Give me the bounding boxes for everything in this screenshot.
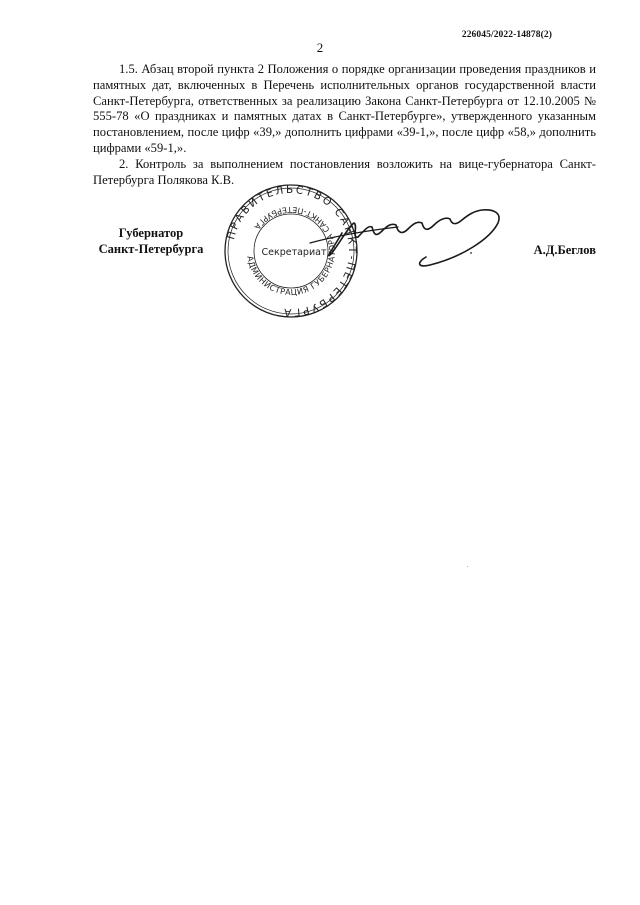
ink-speck (470, 252, 472, 254)
seal-inner-text: АДМИНИСТРАЦИЯ ГУБЕРНАТОРА САНКТ-ПЕТЕРБУРГА (245, 204, 338, 298)
handwritten-signature (302, 195, 512, 275)
paragraph-2: 2. Контроль за выполнением постановления возложить на вице-губернатора Санкт-Петербурга Полякова К.В. (93, 156, 596, 187)
seal-center-text: Секретариат (261, 247, 327, 258)
paragraph-1-5: 1.5. Абзац второй пункта 2 Положения о порядке организации проведения праздников и памятных дат, включенных в Перечень исполнительных органов государственной власти Санкт-Петербурга, ответственных за реализацию Закона Санкт-Петербурга от 12.10.2005 № 555-78 «О праздниках и памятных датах в Санкт-Петербурге», утвержденного указанным постановлением, после цифр «39,» дополнить цифрами «39-1,», после цифр «58,» дополнить цифрами «59-1,». (93, 62, 596, 155)
signatory-name: А.Д.Беглов (533, 243, 596, 257)
page-number: 2 (316, 40, 324, 55)
signatory-title-line-2: Санкт-Петербурга (98, 242, 204, 256)
signatory-title-line-1: Губернатор (118, 226, 184, 240)
scan-speck (467, 566, 468, 567)
signatory-title (91, 225, 211, 257)
document-body (93, 62, 596, 188)
seal-outer-text: ПРАВИТЕЛЬСТВО САНКТ-ПЕТЕРБУРГА (225, 183, 359, 319)
document-registration-number: 226045/2022-14878(2) (461, 30, 552, 40)
